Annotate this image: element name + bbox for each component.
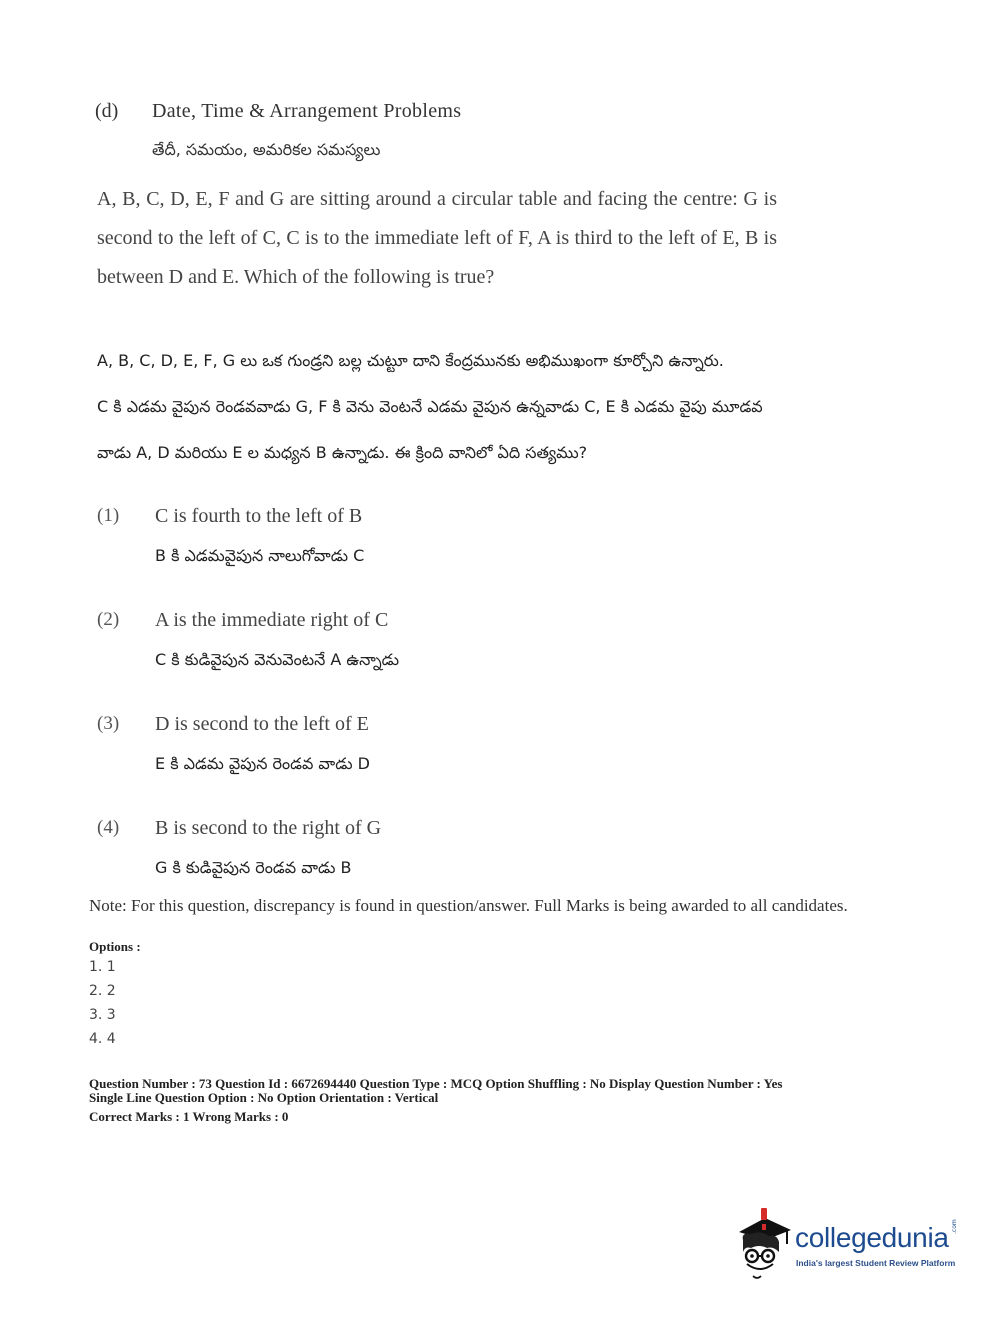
logo-wordmark: collegedunia: [795, 1222, 949, 1253]
option-number: (1): [97, 505, 120, 526]
option-text-telugu: B కి ఎడమవైపున నాలుగోవాడు C: [155, 546, 365, 565]
section-label: (d): [95, 100, 119, 122]
question-meta-line: Question Number : 73 Question Id : 6672694440 Question Type : MCQ Option Shuffling : No Display Question Number : Yes: [89, 1076, 783, 1091]
option-number: (4): [97, 817, 120, 838]
options-label: Options :: [89, 939, 141, 954]
choice-item: 3. 3: [89, 1007, 116, 1023]
choice-item: 2. 2: [89, 983, 116, 999]
question-telugu-line: A, B, C, D, E, F, G లు ఒక గుండ్రని బల్ల చుట్టూ దాని కేంద్రమునకు అభిముఖంగా కూర్చోని ఉన్నారు.: [97, 351, 724, 370]
option-text-english: B is second to the right of G: [155, 817, 382, 839]
mascot-icon: [733, 1210, 793, 1282]
option-text-english: A is the immediate right of C: [155, 609, 389, 631]
logo-accent-icon: [761, 1208, 767, 1220]
question-meta-line: Correct Marks : 1 Wrong Marks : 0: [89, 1109, 289, 1124]
logo-tagline: India's largest Student Review Platform: [796, 1258, 956, 1268]
option-number: (2): [97, 609, 120, 630]
question-telugu-line: వాడు A, D మరియు E ల మధ్యన B ఉన్నాడు. ఈ క్రింది వానిలో ఏది సత్యము?: [97, 443, 588, 462]
discrepancy-note: Note: For this question, discrepancy is found in question/answer. Full Marks is being awarded to all candidates.: [89, 896, 848, 915]
option-text-telugu: C కి కుడివైపున వెనువెంటనే A ఉన్నాడు: [155, 650, 400, 669]
section-title-telugu: తేదీ, సమయం, అమరికల సమస్యలు: [152, 140, 381, 159]
option-text-telugu: G కి కుడివైపున రెండవ వాడు B: [155, 858, 352, 877]
question-telugu-line: C కి ఎడమ వైపున రెండవవాడు G, F కి వెను వెంటనే ఎడమ వైపున ఉన్నవాడు C, E కి ఎడమ వైపు మూడవ: [97, 397, 763, 416]
choice-item: 1. 1: [89, 959, 116, 975]
option-text-telugu: E కి ఎడమ వైపున రెండవ వాడు D: [155, 754, 370, 773]
logo-domain: .com: [951, 1219, 958, 1234]
choice-item: 4. 4: [89, 1031, 116, 1047]
option-text-english: D is second to the left of E: [155, 713, 369, 735]
question-text-telugu: [97, 338, 817, 476]
section-title: Date, Time & Arrangement Problems: [152, 100, 462, 122]
question-text-english: A, B, C, D, E, F and G are sitting around a circular table and facing the centre: G is second to the left of C, C is to the immediate left of F, A is third to the left of E, B is between D and E. Which of the following is true?: [97, 188, 777, 288]
option-text-english: C is fourth to the left of B: [155, 505, 363, 527]
option-number: (3): [97, 713, 120, 734]
question-meta-line: Single Line Question Option : No Option Orientation : Vertical: [89, 1090, 439, 1105]
